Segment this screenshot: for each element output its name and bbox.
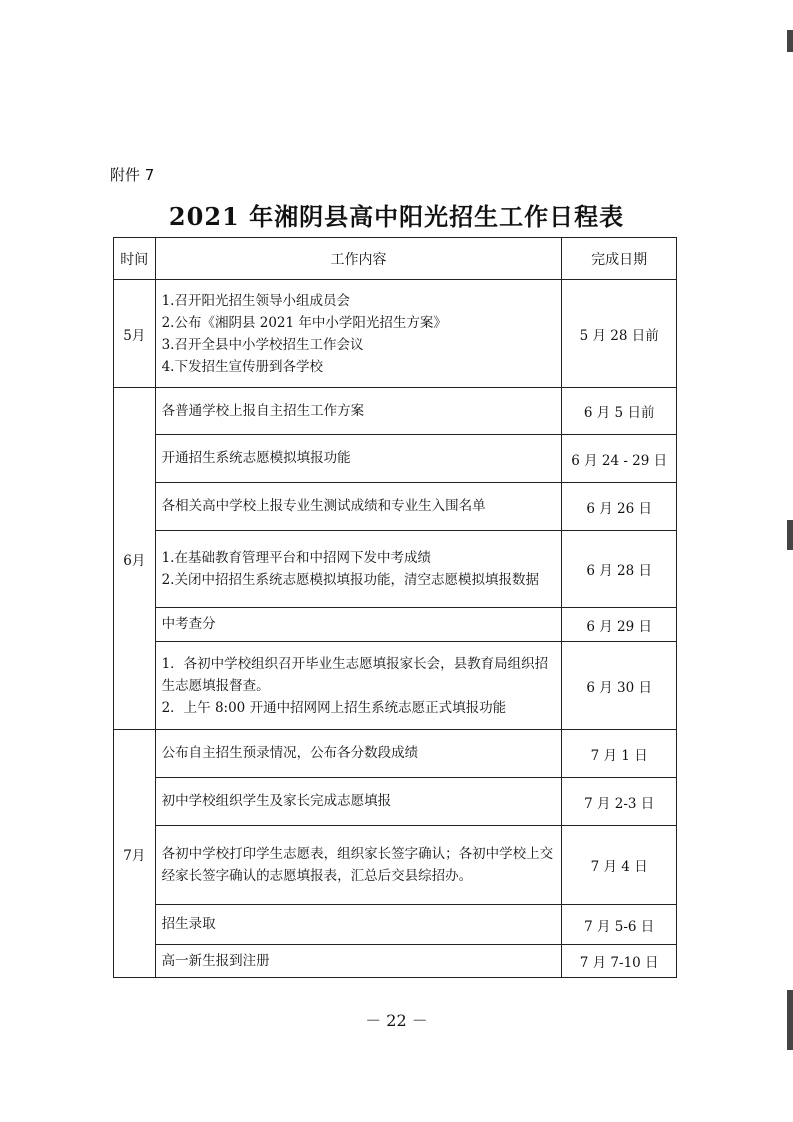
table-row <box>114 826 677 905</box>
document-title: 2021 年湘阴县高中阳光招生工作日程表 <box>168 202 625 231</box>
content-line: 2．上午 8:00 开通中招网网上招生系统志愿正式填报功能 <box>161 699 507 716</box>
table-header-row <box>114 238 677 280</box>
content-cell: 各初中学校打印学生志愿表，组织家长签字确认；各初中学校上交经家长签字确认的志愿填报表，汇总后交县综招办。 <box>155 826 562 905</box>
page-number: － 22 － <box>365 1011 428 1030</box>
header-date: 完成日期 <box>562 238 677 280</box>
content-cell: 初中学校组织学生及家长完成志愿填报 <box>155 778 562 826</box>
table-row <box>114 905 677 945</box>
date-cell: 6 月 5 日前 <box>562 388 677 435</box>
content-cell: 中考查分 <box>155 608 562 642</box>
table-row <box>114 945 677 978</box>
scan-edge-mark <box>787 520 793 550</box>
month-cell: 6月 <box>114 388 156 730</box>
table-row <box>114 388 677 435</box>
content-cell: 各相关高中学校上报专业生测试成绩和专业生入围名单 <box>155 483 562 531</box>
content-cell: 高一新生报到注册 <box>155 945 562 978</box>
date-cell: 6 月 29 日 <box>562 608 677 642</box>
content-line: 2.公布《湘阴县 2021 年中小学阳光招生方案》 <box>161 314 447 331</box>
date-cell: 6 月 26 日 <box>562 483 677 531</box>
date-cell: 5 月 28 日前 <box>562 280 677 388</box>
schedule-table <box>113 237 677 978</box>
content-cell <box>155 531 562 608</box>
table-row <box>114 608 677 642</box>
month-cell: 7月 <box>114 730 156 978</box>
date-cell: 6 月 24 - 29 日 <box>562 435 677 483</box>
month-cell: 5月 <box>114 280 156 388</box>
content-line: 2.关闭中招招生系统志愿模拟填报功能，清空志愿模拟填报数据 <box>161 572 539 588</box>
content-cell <box>155 280 562 388</box>
scan-edge-mark <box>787 30 793 52</box>
date-cell: 7 月 7-10 日 <box>562 945 677 978</box>
content-line: 4.下发招生宣传册到各学校 <box>161 358 323 375</box>
content-line: 1．各初中学校组织召开毕业生志愿填报家长会，县教育局组织招生志愿填报督查。 <box>161 655 549 694</box>
content-cell <box>155 642 562 730</box>
attachment-label: 附件 7 <box>110 166 155 184</box>
content-line: 3.召开全县中小学校招生工作会议 <box>161 336 364 353</box>
date-cell: 6 月 28 日 <box>562 531 677 608</box>
content-cell: 招生录取 <box>155 905 562 945</box>
content-cell: 公布自主招生预录情况，公布各分数段成绩 <box>155 730 562 778</box>
table-row <box>114 483 677 531</box>
content-line: 1.在基础教育管理平台和中招网下发中考成绩 <box>161 550 431 566</box>
table-row <box>114 435 677 483</box>
date-cell: 6 月 30 日 <box>562 642 677 730</box>
date-cell: 7 月 5-6 日 <box>562 905 677 945</box>
content-line: 1.召开阳光招生领导小组成员会 <box>161 292 350 309</box>
table-row <box>114 778 677 826</box>
header-content: 工作内容 <box>155 238 562 280</box>
date-cell: 7 月 4 日 <box>562 826 677 905</box>
date-cell: 7 月 1 日 <box>562 730 677 778</box>
content-cell: 开通招生系统志愿模拟填报功能 <box>155 435 562 483</box>
scan-edge-mark <box>787 990 793 1050</box>
header-time: 时间 <box>114 238 156 280</box>
content-cell: 各普通学校上报自主招生工作方案 <box>155 388 562 435</box>
table-row <box>114 280 677 388</box>
table-row <box>114 642 677 730</box>
date-cell: 7 月 2-3 日 <box>562 778 677 826</box>
table-row <box>114 531 677 608</box>
table-row <box>114 730 677 778</box>
